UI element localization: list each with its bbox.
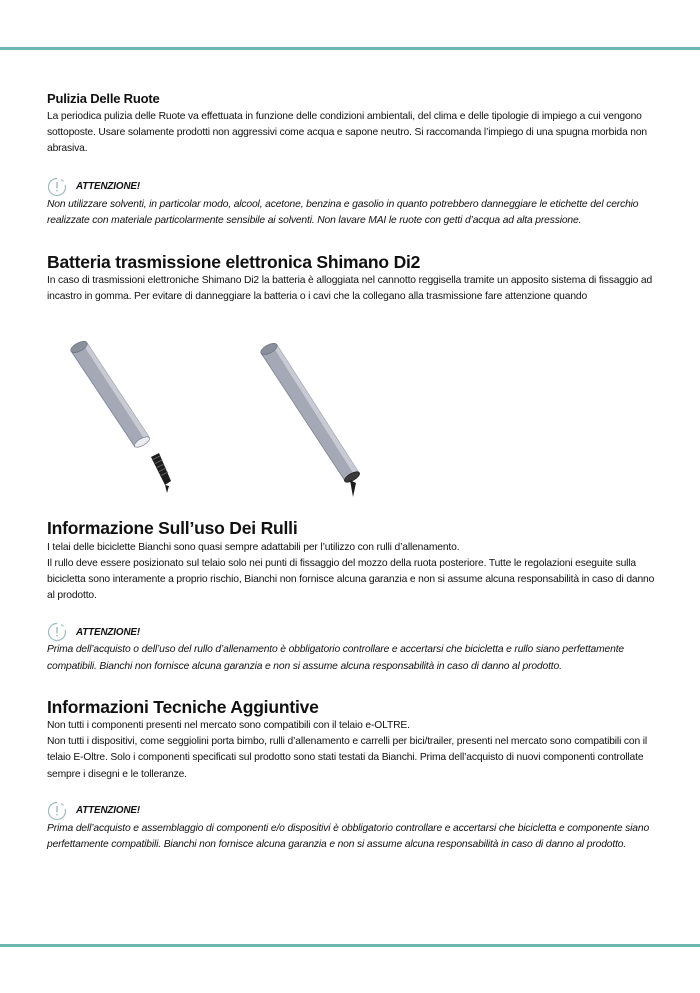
seatpost-battery-illustration-icon <box>47 305 657 515</box>
warning-block-technical <box>47 801 657 853</box>
top-accent-rule <box>0 47 700 50</box>
warning-block-wheels <box>47 177 657 229</box>
exclamation-circle-icon <box>47 801 67 821</box>
warning-title: ATTENZIONE! <box>76 626 141 638</box>
battery-rubber-plug <box>151 453 171 493</box>
seatpost-tube-left <box>69 340 151 450</box>
trainers-text-1: I telai delle biciclette Bianchi sono quasi sempre adattabili per l’utilizzo con rulli d’allenamento. <box>47 541 460 553</box>
bottom-accent-rule <box>0 944 700 947</box>
exclamation-circle-icon <box>47 177 67 197</box>
technical-info-text-1: Non tutti i componenti presenti nel mercato sono compatibili con il telaio e-OLTRE. <box>47 719 410 731</box>
wheel-cleaning-text: La periodica pulizia delle Ruote va effettuata in funzione delle condizioni ambientali, del clima e delle tipologie di impiego a cui vengono sottoposte. Usare solamente prodotti non aggressivi come acqua e sapone neutro. Si raccomanda l’impiego di una spugna morbida non abrasiva. <box>47 110 647 155</box>
technical-info-text-2: Non tutti i dispositivi, come seggiolini porta bimbo, rulli d’allenamento e carrelli per bici/trailer, presenti nel mercato sono compatibili con il telaio E-Oltre. Solo i componenti specificati sul prodotto sono stati testati da Bianchi. Prima dell’acquisto di nuovi componenti controllate sempre i disegni e le tolleranze. <box>47 736 648 780</box>
section-title-di2-battery: Batteria trasmissione elettronica Shimano Di2 <box>47 251 421 272</box>
page-content <box>47 92 657 853</box>
warning-title: ATTENZIONE! <box>76 181 141 193</box>
trainers-text-2: Il rullo deve essere posizionato sul telaio solo nei punti di fissaggio del mozzo della ruota posteriore. Tutte le regolazioni eseguite sulla bicicletta sono interamente a proprio rischio, Bianchi non fornisce alcuna garanzia e non si assume alcuna responsabilità in caso di danno al prodotto. <box>47 557 655 602</box>
warning-block-trainers <box>47 622 657 674</box>
warning-text-technical: Prima dell’acquisto e assemblaggio di componenti e/o dispositivi è obbligatorio controllare e accertarsi che bicicletta e componente siano perfettamente compatibili. Bianchi non fornisce alcuna garanzia e non si assume alcuna responsabilità in caso di danno al prodotto. <box>47 822 650 850</box>
section-title-trainers: Informazione Sull’uso Dei Rulli <box>47 518 298 539</box>
seatpost-tube-right <box>259 342 361 498</box>
warning-text-trainers: Prima dell’acquisto o dell’uso del rullo d’allenamento è obbligatorio controllare e accertarsi che bicicletta e rullo siano perfettamente compatibili. Bianchi non fornisce alcuna garanzia e non si assume alcuna responsabilità in caso di danno al prodotto. <box>47 644 624 672</box>
exclamation-circle-icon <box>47 622 67 642</box>
section-title-technical-info: Informazioni Tecniche Aggiuntive <box>47 696 319 717</box>
seatpost-battery-illustration <box>47 305 657 515</box>
section-title-wheel-cleaning: Pulizia Delle Ruote <box>47 91 160 106</box>
di2-battery-text: In caso di trasmissioni elettroniche Shimano Di2 la batteria è alloggiata nel cannotto reggisella tramite un apposito sistema di fissaggio ad incastro in gomma. Per evitare di danneggiare la batteria o i cavi che la collegano alla trasmissione fare attenzione quando <box>47 275 653 303</box>
warning-title: ATTENZIONE! <box>76 805 141 817</box>
warning-text-wheels: Non utilizzare solventi, in particolar modo, alcool, acetone, benzina e gasolio in quanto potrebbero danneggiare le etichette del cerchio realizzate con materiale particolarmente sensibile ai solventi. Non lavare MAI le ruote con getti d’acqua ad alta pressione. <box>47 198 639 226</box>
